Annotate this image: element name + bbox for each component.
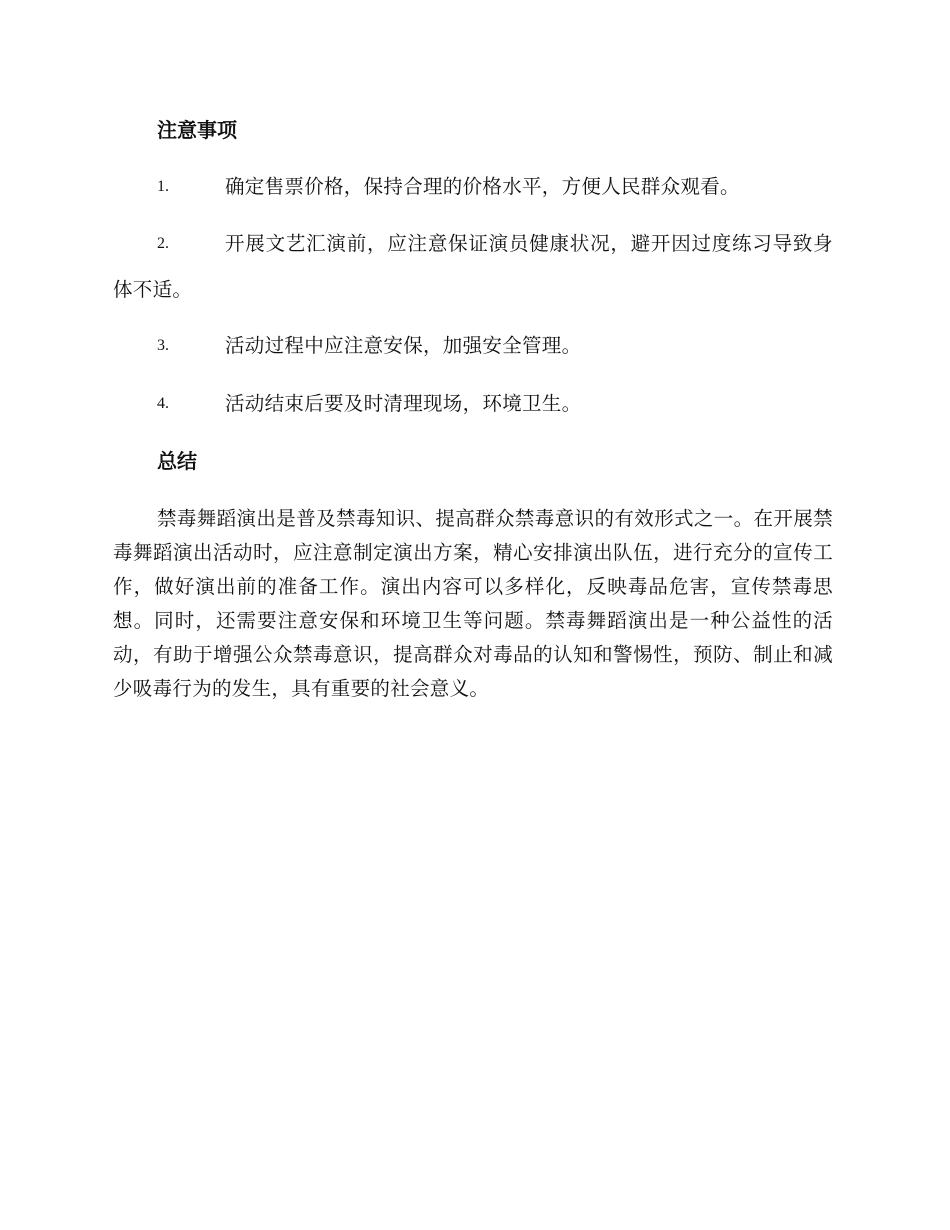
list-number: 3.: [157, 337, 169, 354]
list-text: 活动结束后要及时清理现场，环境卫生。: [225, 392, 582, 415]
list-text: 活动过程中应注意安保，加强安全管理。: [225, 334, 582, 357]
summary-paragraph: 禁毒舞蹈演出是普及禁毒知识、提高群众禁毒意识的有效形式之一。在开展禁毒舞蹈演出活动时，应注意制定演出方案，精心安排演出队伍，进行充分的宣传工作，做好演出前的准备工作。演出内容可以多样化，反映毒品危害，宣传禁毒思想。同时，还需要注意安保和环境卫生等问题。禁毒舞蹈演出是一种公益性的活动，有助于增强公众禁毒意识，提高群众对毒品的认知和警惕性，预防、制止和减少吸毒行为的发生，具有重要的社会意义。: [113, 507, 833, 700]
notes-list-item-1: [113, 164, 833, 210]
notes-heading: 注意事项: [157, 118, 237, 142]
list-number: 2.: [157, 235, 169, 252]
list-number: 1.: [157, 178, 169, 195]
list-text: 确定售票价格，保持合理的价格水平，方便人民群众观看。: [225, 175, 740, 198]
notes-list-item-2: [113, 221, 833, 313]
notes-list-item-3: [113, 323, 833, 369]
list-number: 4.: [157, 395, 169, 412]
notes-list-item-4: [113, 381, 833, 427]
list-text: 开展文艺汇演前，应注意保证演员健康状况，避开因过度练习导致身体不适。: [113, 232, 833, 301]
summary-heading: 总结: [157, 449, 197, 473]
